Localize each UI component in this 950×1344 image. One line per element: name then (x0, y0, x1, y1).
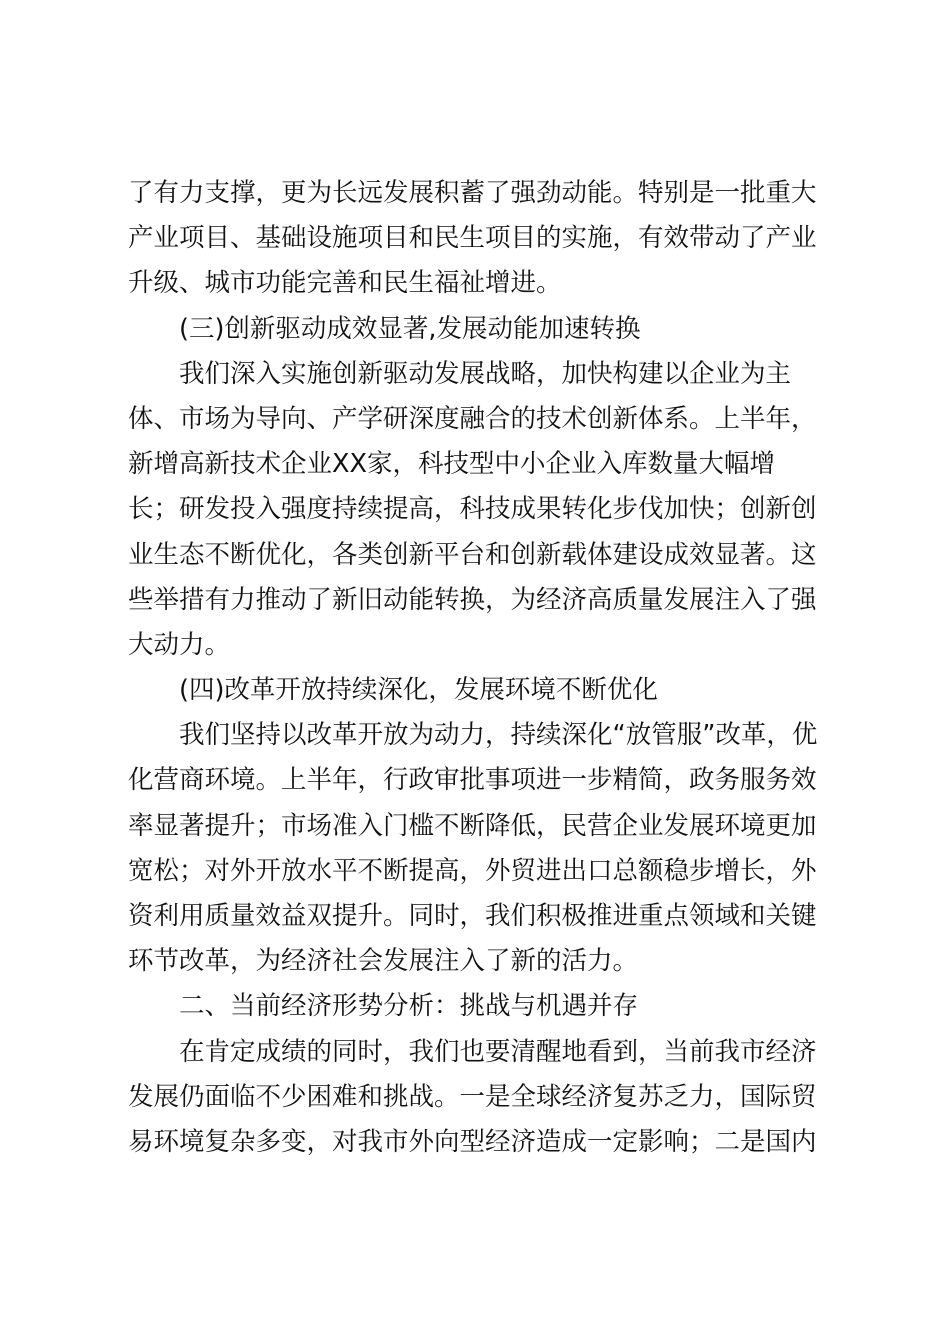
section-heading-3: (三)创新驱动成效显著,发展动能加速转换 (179, 313, 641, 344)
body-line: 升级、城市功能完善和民生福祉增进。 (128, 268, 562, 299)
body-line: 宽松；对外开放水平不断提高，外贸进出口总额稳步增长，外 (128, 855, 817, 886)
body-line: 化营商环境。上半年，行政审批事项进一步精简，政务服务效 (128, 765, 817, 796)
body-line: 我们坚持以改革开放为动力，持续深化“放管服”改革，优 (179, 720, 818, 751)
body-line: 易环境复杂多变，对我市外向型经济造成一定影响；二是国内 (128, 1126, 817, 1157)
body-line: 大动力。 (128, 629, 231, 660)
body-line: 长；研发投入强度持续提高，科技成果转化步伐加快；创新创 (128, 494, 817, 525)
body-line: 发展仍面临不少困难和挑战。一是全球经济复苏乏力，国际贸 (128, 1081, 817, 1112)
body-line: 在肯定成绩的同时，我们也要清醒地看到，当前我市经济 (179, 1036, 817, 1067)
section-heading-2: 二、当前经济形势分析：挑战与机遇并存 (179, 991, 639, 1022)
body-line: 产业项目、基础设施项目和民生项目的实施，有效带动了产业 (128, 223, 817, 254)
document-body (128, 171, 822, 1165)
body-line: 资利用质量效益双提升。同时，我们积极推进重点领域和关键 (128, 901, 817, 931)
body-line: 新增高新技术企业XX家，科技型中小企业入库数量大幅增 (128, 449, 775, 480)
body-line: 环节改革，为经济社会发展注入了新的活力。 (128, 946, 639, 977)
body-line: 业生态不断优化，各类创新平台和创新载体建设成效显著。这 (128, 539, 817, 570)
body-line: 率显著提升；市场准入门槛不断降低，民营企业发展环境更加 (128, 810, 817, 841)
section-heading-4: (四)改革开放持续深化，发展环境不断优化 (179, 675, 658, 706)
body-line: 体、市场为导向、产学研深度融合的技术创新体系。上半年， (128, 403, 817, 434)
body-line: 我们深入实施创新驱动发展战略，加快构建以企业为主 (179, 358, 792, 389)
body-line: 些举措有力推动了新旧动能转换，为经济高质量发展注入了强 (128, 584, 817, 615)
body-line: 了有力支撑，更为长远发展积蓄了强劲动能。特别是一批重大 (128, 178, 817, 208)
